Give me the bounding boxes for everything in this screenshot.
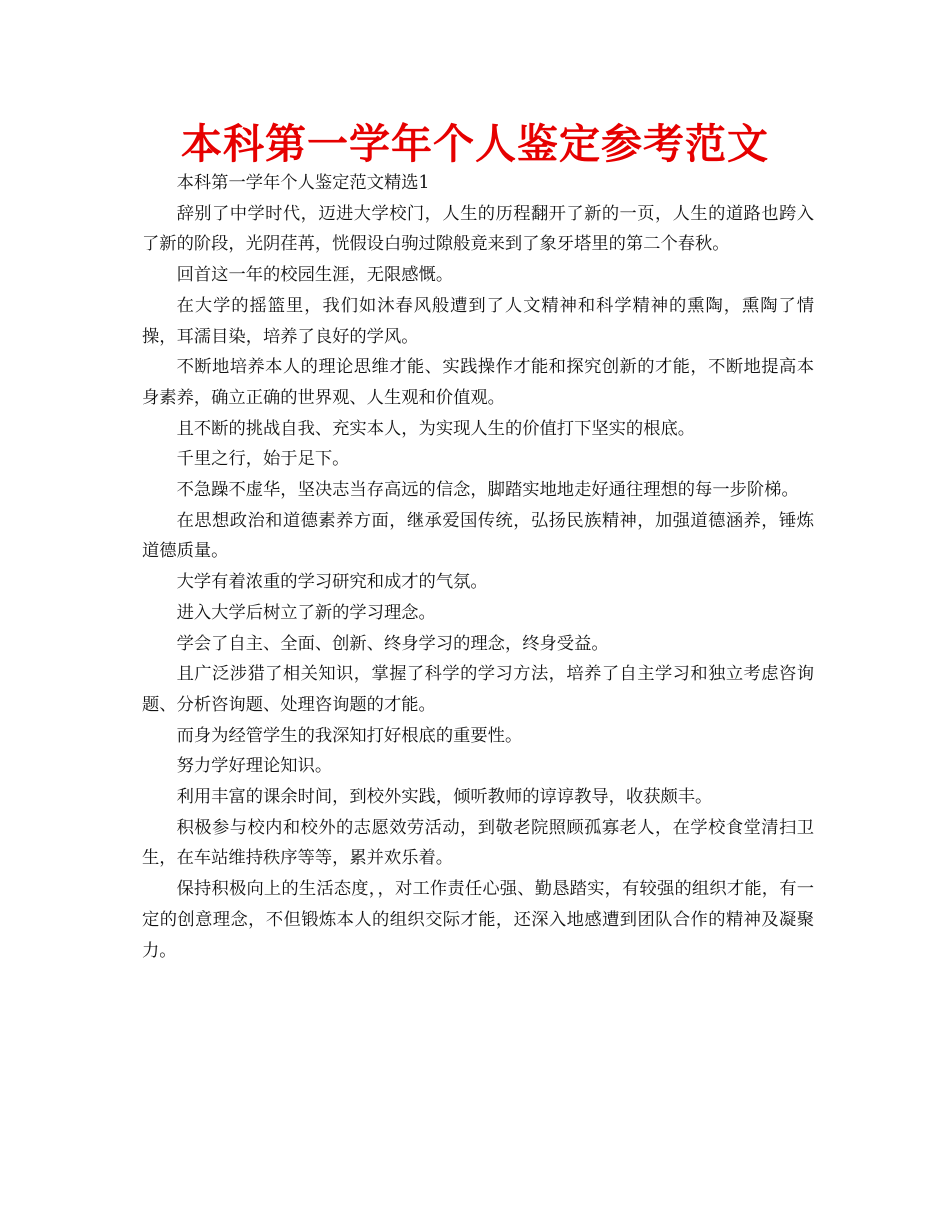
- paragraph: 回首这一年的校园生涯，无限感慨。: [176, 265, 454, 286]
- document-body: [142, 168, 814, 966]
- paragraph: 而身为经管学生的我深知打好根底的重要性。: [176, 725, 523, 746]
- paragraph: 且不断的挑战自我、充实本人，为实现人生的价值打下坚实的根底。: [176, 418, 696, 439]
- paragraph: 进入大学后树立了新的学习理念。: [176, 602, 436, 623]
- paragraph: 不急躁不虚华，坚决志当存高远的信念，脚踏实地地走好通往理想的每一步阶梯。: [176, 480, 799, 501]
- paragraph: 在思想政治和道德素养方面，继承爱国传统，弘扬民族精神，加强道德涵养，锤炼道德质量。: [142, 510, 814, 562]
- paragraph: 学会了自主、全面、创新、终身学习的理念，终身受益。: [176, 633, 609, 654]
- paragraph: 大学有着浓重的学习研究和成才的气氛。: [176, 572, 488, 593]
- document-title: 本科第一学年个人鉴定参考范文: [181, 120, 769, 168]
- paragraph-subtitle: 本科第一学年个人鉴定范文精选1: [176, 173, 430, 193]
- paragraph: 利用丰富的课余时间，到校外实践，倾听教师的谆谆教导，收获颇丰。: [176, 787, 713, 808]
- paragraph: 积极参与校内和校外的志愿效劳活动，到敬老院照顾孤寡老人，在学校食堂清扫卫生，在车站维持秩序等等，累并欢乐着。: [142, 817, 814, 869]
- paragraph: 保持积极向上的生活态度，，对工作责任心强、勤恳踏实，有较强的组织才能，有一定的创意理念，不但锻炼本人的组织交际才能，还深入地感遭到团队合作的精神及凝聚力。: [142, 879, 814, 961]
- paragraph: 努力学好理论知识。: [176, 756, 333, 777]
- paragraph: 千里之行，始于足下。: [176, 449, 350, 470]
- paragraph: 在大学的摇篮里，我们如沐春风般遭到了人文精神和科学精神的熏陶，熏陶了情操，耳濡目染，培养了良好的学风。: [142, 295, 814, 347]
- paragraph: 且广泛涉猎了相关知识，掌握了科学的学习方法，培养了自主学习和独立考虑咨询题、分析咨询题、处理咨询题的才能。: [142, 664, 814, 715]
- paragraph: 辞别了中学时代，迈进大学校门，人生的历程翻开了新的一页，人生的道路也跨入了新的阶段，光阴荏苒，恍假设白驹过隙般竟来到了象牙塔里的第二个春秋。: [142, 203, 814, 255]
- paragraph: 不断地培养本人的理论思维才能、实践操作才能和探究创新的才能，不断地提高本身素养，确立正确的世界观、人生观和价值观。: [142, 357, 814, 408]
